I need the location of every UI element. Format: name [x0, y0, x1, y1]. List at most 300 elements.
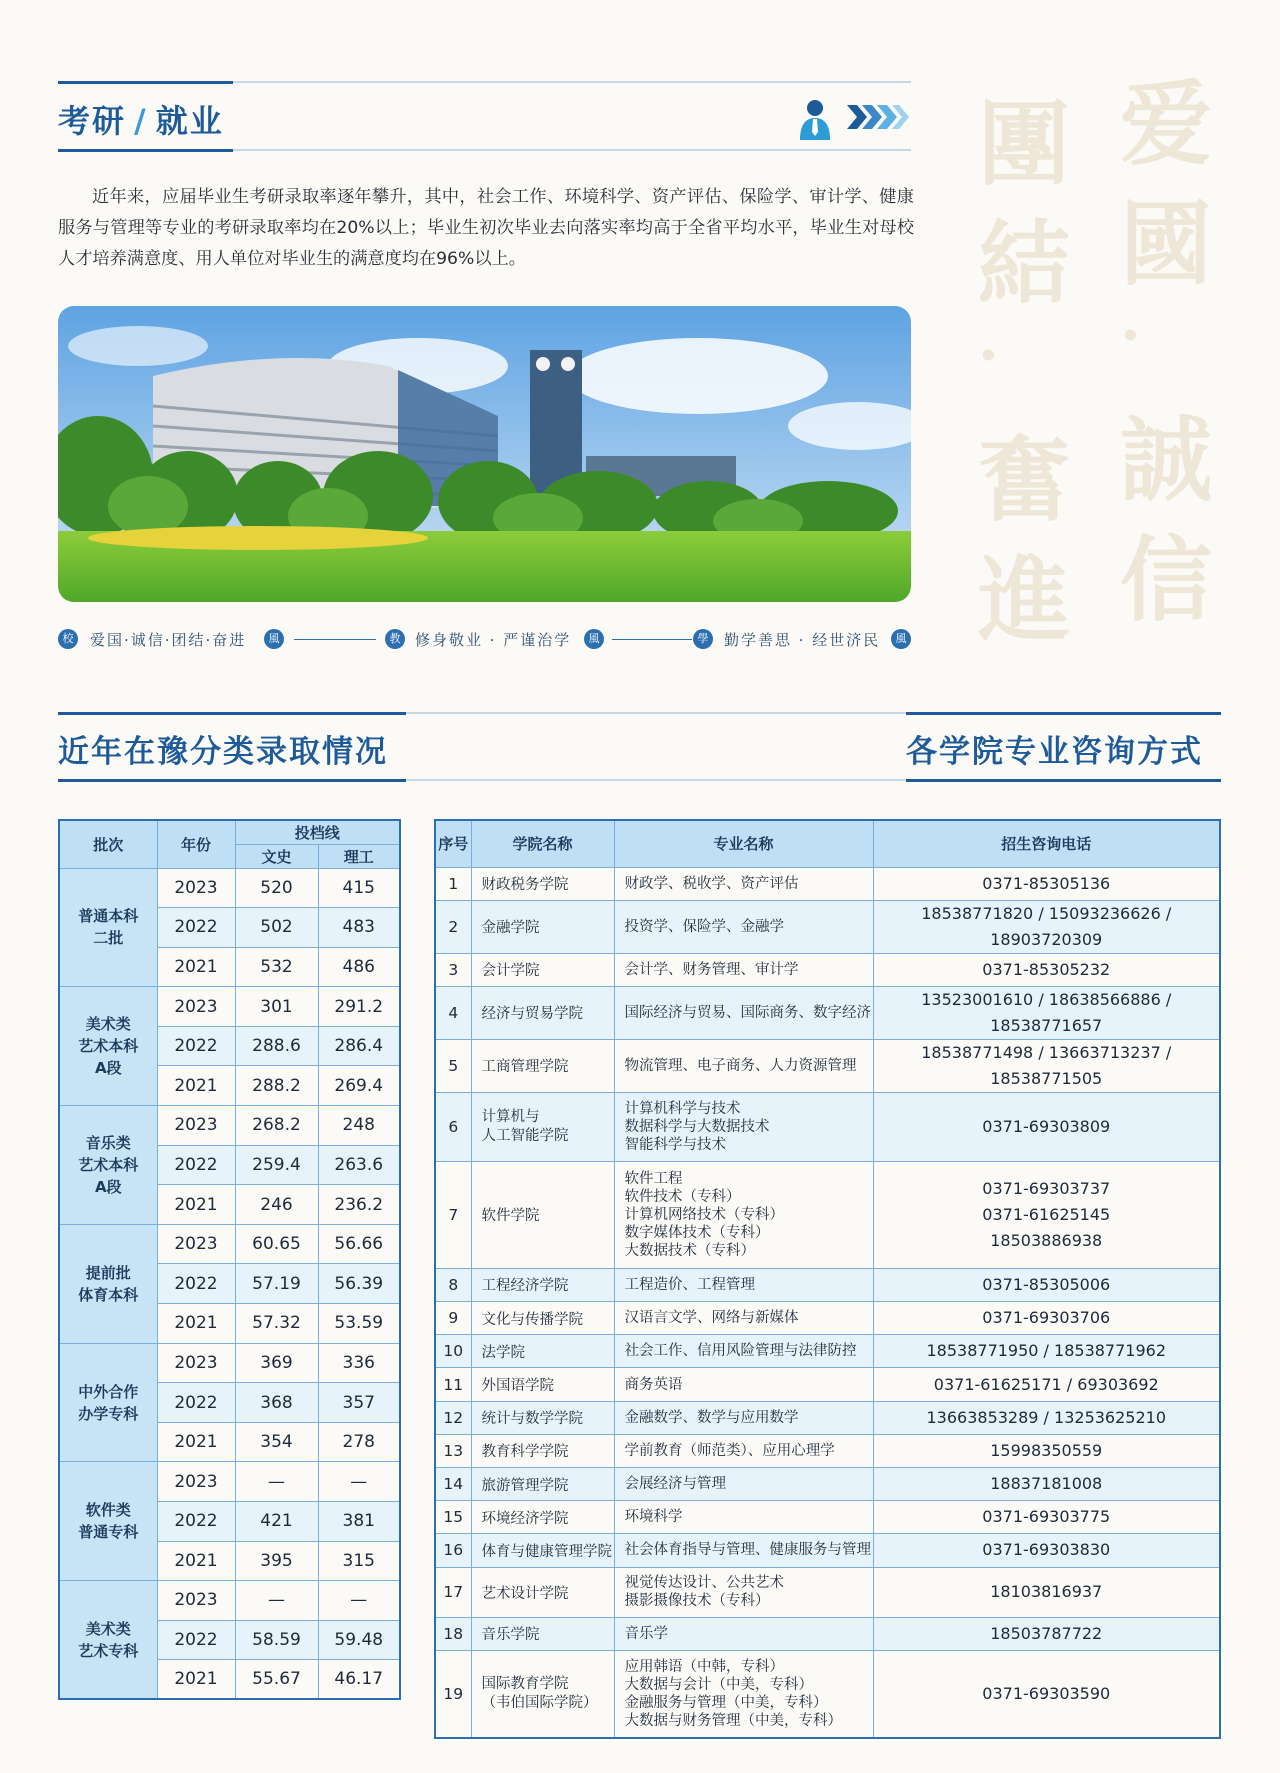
- batch-label-line: 体育本科: [78, 1285, 139, 1304]
- college-name-cell: [471, 1617, 614, 1650]
- major-name-cell: [614, 900, 873, 953]
- batch-cell: [59, 1224, 157, 1343]
- science-score-cell: —: [318, 1462, 400, 1502]
- phone-cell: [873, 1501, 1220, 1534]
- science-score-cell: 415: [318, 868, 400, 908]
- major-name-cell-line: 计算机科学与技术: [624, 1100, 741, 1117]
- science-score-cell: 236.2: [318, 1185, 400, 1225]
- phone-cell-line: 18503787722: [990, 1623, 1103, 1643]
- header-arts: 文史: [235, 844, 318, 868]
- major-name-cell-line: 社会工作、信用风险管理与法律防控: [624, 1343, 857, 1360]
- science-score-cell: 56.39: [318, 1264, 400, 1304]
- major-name-cell-line: 金融服务与管理（中美，专科）: [624, 1695, 828, 1711]
- college-name-cell-line: 计算机与: [481, 1108, 540, 1125]
- year-cell: 2022: [157, 1620, 235, 1660]
- batch-cell: [59, 1343, 157, 1462]
- divider: [612, 639, 692, 640]
- row-number: 18: [435, 1617, 471, 1650]
- section-rule-bottom: [58, 779, 1221, 781]
- major-name-cell-line: 商务英语: [624, 1376, 683, 1393]
- batch-label-line: 美术类: [85, 1619, 131, 1638]
- major-name-cell-line: 应用韩语（中韩，专科）: [624, 1659, 784, 1675]
- arts-score-cell: 288.2: [235, 1066, 318, 1106]
- major-name-cell-line: 大数据技术（专科）: [624, 1242, 755, 1259]
- calligraphy-char: 誠: [1120, 406, 1213, 514]
- college-name-cell: [471, 1434, 614, 1467]
- seal-icon: 校: [58, 629, 78, 649]
- table-row: [435, 1039, 1220, 1092]
- major-name-cell-line: 投资学、保险学、金融学: [624, 918, 784, 935]
- row-number: 7: [435, 1161, 471, 1268]
- batch-label-line: 艺术专科: [78, 1641, 139, 1660]
- major-name-cell-line: 社会体育指导与管理、健康服务与管理: [624, 1542, 871, 1559]
- phone-cell: [873, 1268, 1220, 1301]
- major-name-cell: [614, 867, 873, 900]
- header-phone: 招生咨询电话: [873, 820, 1220, 867]
- row-number: 12: [435, 1401, 471, 1434]
- major-name-cell-line: 国际经济与贸易、国际商务、数字经济: [624, 1004, 871, 1021]
- college-name-cell-line: 金融学院: [481, 920, 540, 937]
- science-score-cell: 248: [318, 1106, 400, 1146]
- phone-cell: [873, 1434, 1220, 1467]
- header-no: 序号: [435, 820, 471, 867]
- arts-score-cell: 60.65: [235, 1224, 318, 1264]
- phone-cell-line: 18538771820 / 15093236626 / 18903720309: [921, 903, 1172, 949]
- batch-label-line: 办学专科: [78, 1404, 139, 1423]
- arts-score-cell: 395: [235, 1541, 318, 1581]
- college-name-cell-line: 人工智能学院: [481, 1127, 569, 1144]
- calligraphy-char: 爱: [1120, 70, 1213, 178]
- phone-cell-line: 13663853289 / 13253625210: [926, 1407, 1166, 1427]
- college-name-cell-line: 文化与传播学院: [481, 1311, 583, 1328]
- batch-label-line: 提前批: [85, 1263, 131, 1282]
- science-score-cell: 263.6: [318, 1145, 400, 1185]
- phone-cell-line: 15998350559: [990, 1440, 1103, 1460]
- title-right: 就业: [155, 102, 224, 140]
- science-score-cell: 286.4: [318, 1026, 400, 1066]
- major-name-cell-line: 计算机网络技术（专科）: [624, 1206, 784, 1223]
- college-name-cell-line: 教育科学学院: [481, 1444, 569, 1461]
- batch-cell: [59, 1462, 157, 1581]
- college-name-cell-line: （韦伯国际学院）: [481, 1695, 598, 1711]
- college-name-cell-line: 财政税务学院: [481, 877, 569, 894]
- major-name-cell-line: 软件技术（专科）: [624, 1188, 741, 1205]
- science-score-cell: 53.59: [318, 1304, 400, 1344]
- arts-score-cell: 268.2: [235, 1106, 318, 1146]
- arts-score-cell: 55.67: [235, 1660, 318, 1700]
- calligraphy-char: 國: [1120, 190, 1213, 298]
- major-name-cell-line: 数据科学与大数据技术: [624, 1118, 770, 1135]
- year-cell: 2022: [157, 1502, 235, 1542]
- college-name-cell: [471, 1335, 614, 1368]
- batch-label-line: 艺术本科: [78, 1037, 139, 1056]
- year-cell: 2021: [157, 1185, 235, 1225]
- year-cell: 2023: [157, 1343, 235, 1383]
- row-number: 5: [435, 1039, 471, 1092]
- row-number: 15: [435, 1501, 471, 1534]
- major-name-cell: [614, 1650, 873, 1738]
- science-score-cell: 357: [318, 1383, 400, 1423]
- seal-icon: 風: [264, 629, 284, 649]
- section-title-admission: 近年在豫分类录取情况: [58, 734, 388, 770]
- table-row: [59, 987, 400, 1027]
- seal-icon: 風: [584, 629, 604, 649]
- college-name-cell-line: 外国语学院: [481, 1378, 554, 1395]
- phone-cell: [873, 1092, 1220, 1161]
- table-row: [435, 1501, 1220, 1534]
- arts-score-cell: 259.4: [235, 1145, 318, 1185]
- batch-label-line: 中外合作: [78, 1382, 139, 1401]
- arts-score-cell: 421: [235, 1502, 318, 1542]
- header-score-line: 投档线: [235, 820, 400, 844]
- year-cell: 2021: [157, 1422, 235, 1462]
- header-major: 专业名称: [614, 820, 873, 867]
- batch-label-line: 艺术本科: [78, 1155, 139, 1174]
- college-name-cell-line: 工商管理学院: [481, 1059, 569, 1076]
- phone-cell-line: 0371-69303775: [982, 1507, 1111, 1527]
- college-name-cell: [471, 1650, 614, 1738]
- science-score-cell: 483: [318, 908, 400, 948]
- science-score-cell: 315: [318, 1541, 400, 1581]
- arts-score-cell: 354: [235, 1422, 318, 1462]
- phone-cell: [873, 900, 1220, 953]
- phone-cell-line: 0371-69303737: [982, 1178, 1111, 1198]
- title-left: 考研: [58, 102, 127, 140]
- major-name-cell: [614, 1335, 873, 1368]
- row-number: 13: [435, 1434, 471, 1467]
- phone-cell-line: 0371-85305232: [982, 959, 1111, 979]
- header-year: 年份: [157, 820, 235, 868]
- calligraphy-char: ·: [978, 321, 999, 391]
- row-number: 16: [435, 1534, 471, 1567]
- college-name-cell: [471, 1268, 614, 1301]
- row-number: 1: [435, 867, 471, 900]
- phone-cell-line: 18503886938: [990, 1230, 1103, 1250]
- major-name-cell: [614, 1302, 873, 1335]
- calligraphy-watermark: [970, 70, 1240, 658]
- phone-cell-line: 0371-61625145: [982, 1204, 1111, 1224]
- major-name-cell: [614, 986, 873, 1039]
- science-score-cell: 56.66: [318, 1224, 400, 1264]
- phone-cell-line: 0371-69303809: [982, 1116, 1111, 1136]
- major-name-cell: [614, 1534, 873, 1567]
- table-row: [435, 1617, 1220, 1650]
- phone-cell: [873, 1302, 1220, 1335]
- major-name-cell: [614, 953, 873, 986]
- header-batch: 批次: [59, 820, 157, 868]
- science-score-cell: 486: [318, 947, 400, 987]
- table-row: [435, 1092, 1220, 1161]
- header-college: 学院名称: [471, 820, 614, 867]
- table-row: [59, 868, 400, 908]
- table-row: [435, 900, 1220, 953]
- table-row: [435, 1401, 1220, 1434]
- major-name-cell: [614, 1617, 873, 1650]
- row-number: 3: [435, 953, 471, 986]
- major-name-cell-line: 软件工程: [624, 1170, 683, 1187]
- phone-cell: [873, 1468, 1220, 1501]
- college-name-cell-line: 法学院: [481, 1344, 525, 1361]
- arts-score-cell: —: [235, 1581, 318, 1621]
- year-cell: 2022: [157, 1145, 235, 1185]
- science-score-cell: 291.2: [318, 987, 400, 1027]
- major-name-cell: [614, 1039, 873, 1092]
- arts-score-cell: 58.59: [235, 1620, 318, 1660]
- arts-score-cell: 502: [235, 908, 318, 948]
- phone-cell-line: 0371-85305136: [982, 873, 1111, 893]
- major-name-cell: [614, 1368, 873, 1401]
- phone-cell: [873, 953, 1220, 986]
- science-score-cell: 381: [318, 1502, 400, 1542]
- major-name-cell-line: 会展经济与管理: [624, 1476, 726, 1493]
- calligraphy-char: 結: [978, 210, 1071, 318]
- major-name-cell-line: 金融数学、数学与应用数学: [624, 1409, 799, 1426]
- arts-score-cell: 57.19: [235, 1264, 318, 1304]
- row-number: 11: [435, 1368, 471, 1401]
- batch-label-line: 软件类: [85, 1501, 131, 1520]
- science-score-cell: 46.17: [318, 1660, 400, 1700]
- science-score-cell: 59.48: [318, 1620, 400, 1660]
- year-cell: 2023: [157, 1462, 235, 1502]
- calligraphy-char: 團: [978, 90, 1071, 198]
- college-name-cell-line: 国际教育学院: [481, 1676, 569, 1692]
- table-row: [435, 1268, 1220, 1301]
- major-name-cell: [614, 1092, 873, 1161]
- year-cell: 2021: [157, 947, 235, 987]
- arts-score-cell: 246: [235, 1185, 318, 1225]
- major-name-cell-line: 大数据与财务管理（中美，专科）: [624, 1713, 842, 1729]
- campus-photo-image: [58, 306, 911, 602]
- batch-cell: [59, 1581, 157, 1700]
- table-row: [59, 1224, 400, 1264]
- phone-cell-line: 0371-85305006: [982, 1274, 1111, 1294]
- row-number: 8: [435, 1268, 471, 1301]
- college-name-cell: [471, 1368, 614, 1401]
- batch-cell: [59, 1106, 157, 1225]
- phone-cell-line: 18538771950 / 18538771962: [926, 1341, 1166, 1361]
- phone-cell-line: 18103816937: [990, 1582, 1103, 1602]
- chevron-right-icon: [845, 102, 911, 132]
- science-score-cell: 269.4: [318, 1066, 400, 1106]
- contact-table: [434, 819, 1221, 1739]
- college-name-cell: [471, 1401, 614, 1434]
- college-name-cell-line: 旅游管理学院: [481, 1477, 569, 1494]
- row-number: 19: [435, 1650, 471, 1738]
- table-row: [59, 1462, 400, 1502]
- table-row: [435, 986, 1220, 1039]
- major-name-cell-line: 音乐学: [624, 1625, 668, 1642]
- major-name-cell: [614, 1434, 873, 1467]
- college-name-cell-line: 工程经济学院: [481, 1278, 569, 1295]
- major-name-cell: [614, 1567, 873, 1617]
- phone-cell: [873, 986, 1220, 1039]
- major-name-cell-line: 财政学、税收学、资产评估: [624, 875, 799, 892]
- college-name-cell: [471, 1039, 614, 1092]
- batch-label-line: A段: [94, 1059, 122, 1078]
- college-name-cell: [471, 1468, 614, 1501]
- section-title-postgrad-employment: [58, 96, 224, 142]
- phone-cell-line: 18538771498 / 13663713237 / 18538771505: [921, 1042, 1172, 1088]
- phone-cell: [873, 1401, 1220, 1434]
- arts-score-cell: 368: [235, 1383, 318, 1423]
- phone-cell-line: 18837181008: [990, 1474, 1103, 1494]
- phone-cell-line: 0371-61625171 / 69303692: [933, 1374, 1159, 1394]
- college-name-cell: [471, 1092, 614, 1161]
- table-row: [59, 1343, 400, 1383]
- table-row: [435, 1368, 1220, 1401]
- phone-cell: [873, 1039, 1220, 1092]
- phone-cell: [873, 1534, 1220, 1567]
- intro-paragraph: 近年来，应届毕业生考研录取率逐年攀升，其中，社会工作、环境科学、资产评估、保险学、审计学、健康服务与管理等专业的考研录取率均在20%以上；毕业生初次毕业去向落实率均高于全省平均水平，毕业生对母校人才培养满意度、用人单位对毕业生的满意度均在96%以上。: [58, 187, 914, 269]
- table-row: [435, 1335, 1220, 1368]
- batch-label-line: 美术类: [85, 1015, 131, 1034]
- row-number: 10: [435, 1335, 471, 1368]
- row-number: 4: [435, 986, 471, 1039]
- batch-label-line: 二批: [93, 929, 124, 948]
- batch-label-line: 普通本科: [78, 907, 139, 926]
- major-name-cell: [614, 1468, 873, 1501]
- major-name-cell: [614, 1161, 873, 1268]
- campus-photo: [58, 306, 911, 602]
- arts-score-cell: 301: [235, 987, 318, 1027]
- year-cell: 2021: [157, 1066, 235, 1106]
- table-row: [435, 1567, 1220, 1617]
- header-rule-bottom: [58, 149, 911, 151]
- table-row: [435, 1161, 1220, 1268]
- college-name-cell-line: 环境经济学院: [481, 1510, 569, 1527]
- admission-table: [58, 819, 401, 1700]
- phone-cell: [873, 1567, 1220, 1617]
- college-name-cell: [471, 1534, 614, 1567]
- calligraphy-char: 進: [978, 546, 1071, 654]
- batch-cell: [59, 868, 157, 987]
- batch-label-line: 音乐类: [85, 1133, 131, 1152]
- year-cell: 2021: [157, 1304, 235, 1344]
- batch-label-line: 普通专科: [78, 1523, 139, 1542]
- phone-cell-line: 0371-69303590: [982, 1684, 1111, 1703]
- phone-cell: [873, 1650, 1220, 1738]
- table-row: [435, 1650, 1220, 1738]
- major-name-cell-line: 智能科学与技术: [624, 1136, 726, 1153]
- major-name-cell-line: 数字媒体技术（专科）: [624, 1224, 770, 1241]
- year-cell: 2021: [157, 1541, 235, 1581]
- year-cell: 2023: [157, 1106, 235, 1146]
- major-name-cell: [614, 1401, 873, 1434]
- major-name-cell-line: 会计学、财务管理、审计学: [624, 961, 799, 978]
- header-science: 理工: [318, 844, 400, 868]
- major-name-cell-line: 工程造价、工程管理: [624, 1276, 755, 1293]
- batch-label-line: A段: [94, 1177, 122, 1196]
- year-cell: 2023: [157, 1224, 235, 1264]
- major-name-cell: [614, 1501, 873, 1534]
- section-rule-top: [58, 712, 1221, 714]
- arts-score-cell: 369: [235, 1343, 318, 1383]
- arts-score-cell: 57.32: [235, 1304, 318, 1344]
- divider: [294, 639, 376, 640]
- year-cell: 2023: [157, 1581, 235, 1621]
- motto-text: 勤学善思 · 经世济民: [724, 631, 881, 649]
- table-row: [435, 1468, 1220, 1501]
- phone-cell: [873, 1335, 1220, 1368]
- year-cell: 2023: [157, 868, 235, 908]
- major-name-cell-line: 摄影摄像技术（专科）: [624, 1593, 770, 1610]
- seal-icon: 學: [693, 629, 713, 649]
- table-row: [435, 1534, 1220, 1567]
- table-row: [435, 867, 1220, 900]
- calligraphy-char: 信: [1120, 526, 1213, 634]
- arts-score-cell: 288.6: [235, 1026, 318, 1066]
- science-score-cell: —: [318, 1581, 400, 1621]
- table-row: [59, 1106, 400, 1146]
- major-name-cell-line: 大数据与会计（中美，专科）: [624, 1677, 813, 1693]
- college-name-cell: [471, 1567, 614, 1617]
- row-number: 2: [435, 900, 471, 953]
- header-rule-top: [58, 81, 911, 83]
- college-name-cell: [471, 1302, 614, 1335]
- college-name-cell-line: 艺术设计学院: [481, 1585, 569, 1602]
- college-name-cell: [471, 986, 614, 1039]
- section-title-contacts: 各学院专业咨询方式: [906, 734, 1203, 770]
- calligraphy-char: ·: [1120, 301, 1141, 371]
- major-name-cell-line: 视觉传达设计、公共艺术: [624, 1575, 784, 1592]
- science-score-cell: 336: [318, 1343, 400, 1383]
- motto-row: [58, 628, 911, 652]
- table-row: [435, 953, 1220, 986]
- arts-score-cell: 520: [235, 868, 318, 908]
- table-row: [435, 1434, 1220, 1467]
- college-name-cell-line: 软件学院: [481, 1208, 540, 1225]
- year-cell: 2023: [157, 987, 235, 1027]
- major-name-cell: [614, 1268, 873, 1301]
- table-row: [59, 1581, 400, 1621]
- college-name-cell-line: 会计学院: [481, 963, 540, 980]
- person-icon: [798, 98, 832, 140]
- science-score-cell: 278: [318, 1422, 400, 1462]
- phone-cell-line: 13523001610 / 18638566886 / 18538771657: [921, 989, 1172, 1035]
- motto-text: 修身敬业 · 严谨治学: [415, 631, 572, 649]
- batch-cell: [59, 987, 157, 1106]
- motto-text: 爱国·诚信·团结·奋进: [90, 631, 247, 649]
- title-separator: /: [134, 102, 148, 140]
- seal-icon: 教: [385, 629, 405, 649]
- row-number: 17: [435, 1567, 471, 1617]
- college-name-cell: [471, 900, 614, 953]
- year-cell: 2022: [157, 1264, 235, 1304]
- table-row: [435, 1302, 1220, 1335]
- seal-icon: 風: [891, 629, 911, 649]
- major-name-cell-line: 学前教育（师范类）、应用心理学: [624, 1442, 835, 1459]
- college-name-cell-line: 体育与健康管理学院: [481, 1543, 612, 1560]
- college-name-cell: [471, 953, 614, 986]
- major-name-cell-line: 汉语言文学、网络与新媒体: [624, 1310, 799, 1327]
- phone-cell: [873, 1161, 1220, 1268]
- phone-cell: [873, 1617, 1220, 1650]
- major-name-cell-line: 环境科学: [624, 1509, 683, 1526]
- phone-cell-line: 0371-69303830: [982, 1540, 1111, 1560]
- major-name-cell-line: 物流管理、电子商务、人力资源管理: [624, 1057, 857, 1074]
- row-number: 14: [435, 1468, 471, 1501]
- year-cell: 2022: [157, 1026, 235, 1066]
- calligraphy-char: 奮: [978, 426, 1071, 534]
- college-name-cell: [471, 1161, 614, 1268]
- year-cell: 2021: [157, 1660, 235, 1700]
- college-name-cell: [471, 1501, 614, 1534]
- college-name-cell-line: 经济与贸易学院: [481, 1006, 583, 1023]
- college-name-cell-line: 统计与数学学院: [481, 1411, 583, 1428]
- year-cell: 2022: [157, 1383, 235, 1423]
- arts-score-cell: 532: [235, 947, 318, 987]
- row-number: 6: [435, 1092, 471, 1161]
